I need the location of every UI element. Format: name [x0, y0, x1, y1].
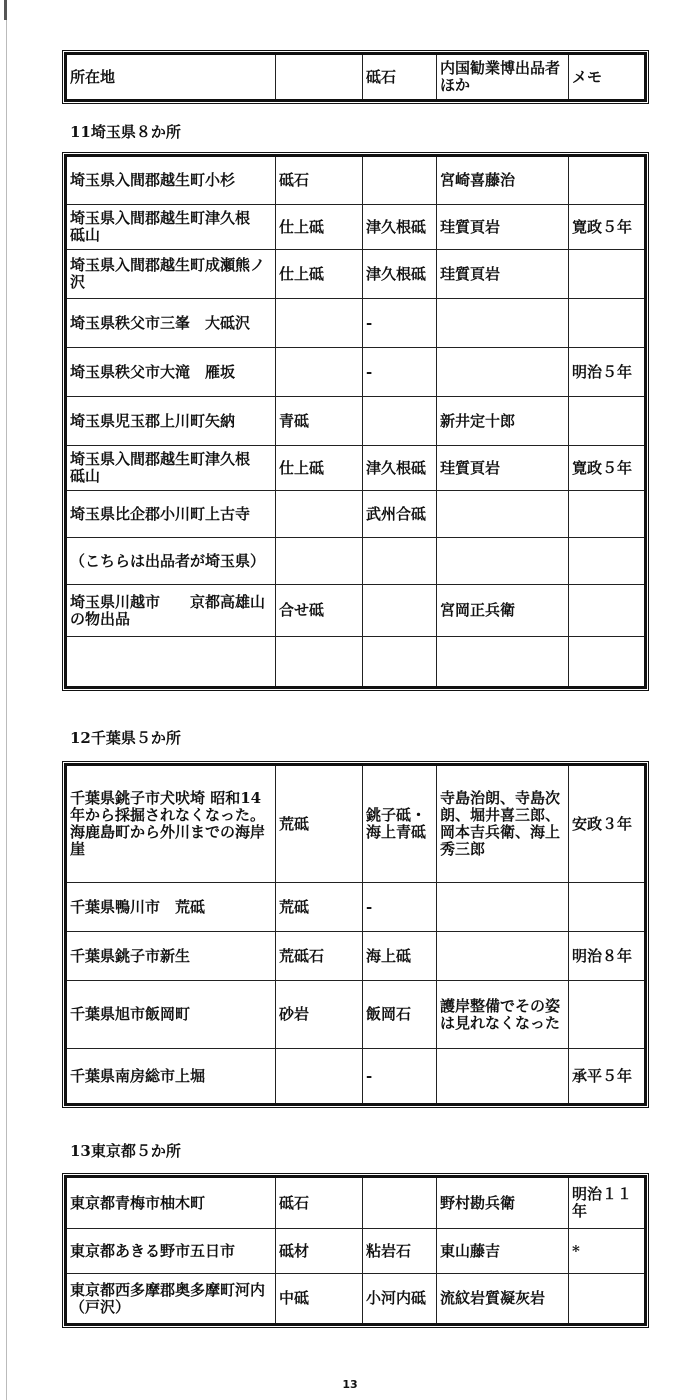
table-cell: [569, 299, 646, 348]
table-cell: [569, 250, 646, 299]
table-cell: 千葉県鴨川市 荒砥: [66, 883, 276, 932]
table-row: [66, 932, 646, 981]
table-cell: [437, 348, 569, 397]
table-cell: [276, 299, 363, 348]
table-cell: 埼玉県比企郡小川町上古寺: [66, 491, 276, 538]
table-cell: 埼玉県入間郡越生町小杉: [66, 156, 276, 205]
table-row: [66, 538, 646, 585]
section-title-saitama: 11埼玉県８か所: [70, 123, 181, 141]
table-cell: 護岸整備でその姿は見れなくなった: [437, 981, 569, 1049]
table-cell: 新井定十郎: [437, 397, 569, 446]
table-cell: [569, 585, 646, 637]
table-row: [66, 637, 646, 688]
table-row: [66, 1274, 646, 1325]
table-cell: 千葉県銚子市犬吠埼 昭和14年から採掘されなくなった。海鹿島町から外川までの海岸崖: [66, 765, 276, 883]
table-cell: [276, 538, 363, 585]
table-cell: 荒砥: [276, 883, 363, 932]
table-cell: [276, 348, 363, 397]
table-cell: 安政３年: [569, 765, 646, 883]
table-cell: 埼玉県入間郡越生町津久根 砥山: [66, 205, 276, 250]
table-row: [66, 585, 646, 637]
table-cell: -: [363, 1049, 437, 1105]
table-cell: 飯岡石: [363, 981, 437, 1049]
table-cell: [437, 883, 569, 932]
header-cell-exhibitor: 内国勧業博出品者ほか: [437, 54, 569, 101]
table-cell: [363, 538, 437, 585]
table-row: [66, 205, 646, 250]
table-row: [66, 1177, 646, 1229]
table-cell: 承平５年: [569, 1049, 646, 1105]
table-row: [66, 981, 646, 1049]
section-title-chiba: 12千葉県５か所: [70, 729, 181, 747]
table-cell: 津久根砥: [363, 446, 437, 491]
table-cell: 宮岡正兵衛: [437, 585, 569, 637]
table-cell: 埼玉県秩父市三峯 大砥沢: [66, 299, 276, 348]
table-cell: [437, 538, 569, 585]
table-cell: 埼玉県秩父市大滝 雁坂: [66, 348, 276, 397]
table-cell: [569, 156, 646, 205]
table-cell: [569, 981, 646, 1049]
table-cell: [437, 491, 569, 538]
table-row: [66, 1049, 646, 1105]
table-row: [66, 348, 646, 397]
table-cell: [569, 1274, 646, 1325]
table-cell: 野村勘兵衛: [437, 1177, 569, 1229]
header-cell-memo: メモ: [569, 54, 646, 101]
table-cell: 珪質頁岩: [437, 250, 569, 299]
table-cell: 青砥: [276, 397, 363, 446]
table-cell: 荒砥: [276, 765, 363, 883]
table-cell: 珪質頁岩: [437, 205, 569, 250]
tokyo-table: [64, 1175, 647, 1326]
table-cell: 粘岩石: [363, 1229, 437, 1274]
table-cell: 砥材: [276, 1229, 363, 1274]
table-cell: [276, 491, 363, 538]
table-cell: 明治５年: [569, 348, 646, 397]
table-cell: 千葉県銚子市新生: [66, 932, 276, 981]
table-cell: 珪質頁岩: [437, 446, 569, 491]
table-cell: 明治１１年: [569, 1177, 646, 1229]
header-cell-location: 所在地: [66, 54, 276, 101]
header-cell-blank: [276, 54, 363, 101]
table-cell: 流紋岩質凝灰岩: [437, 1274, 569, 1325]
table-cell: 千葉県旭市飯岡町: [66, 981, 276, 1049]
table-cell: [437, 637, 569, 688]
table-cell: 寛政５年: [569, 205, 646, 250]
table-cell: 寛政５年: [569, 446, 646, 491]
table-cell: 合せ砥: [276, 585, 363, 637]
table-cell: -: [363, 883, 437, 932]
table-row: [66, 765, 646, 883]
table-cell: 埼玉県入間郡越生町津久根 砥山: [66, 446, 276, 491]
table-cell: 仕上砥: [276, 446, 363, 491]
header-table: [64, 52, 647, 102]
table-cell: [363, 156, 437, 205]
table-row: [66, 250, 646, 299]
table-cell: [437, 299, 569, 348]
table-cell: 東京都青梅市柚木町: [66, 1177, 276, 1229]
table-cell: *: [569, 1229, 646, 1274]
table-cell: 海上砥: [363, 932, 437, 981]
table-cell: 武州合砥: [363, 491, 437, 538]
table-cell: 仕上砥: [276, 250, 363, 299]
table-cell: 仕上砥: [276, 205, 363, 250]
table-cell: 銚子砥・海上青砥: [363, 765, 437, 883]
binding-mark: [4, 0, 7, 20]
header-cell-whetstone: 砥石: [363, 54, 437, 101]
table-cell: 中砥: [276, 1274, 363, 1325]
table-cell: [569, 491, 646, 538]
table-cell: （こちらは出品者が埼玉県）: [66, 538, 276, 585]
table-row: [66, 491, 646, 538]
table-cell: 千葉県南房総市上堀: [66, 1049, 276, 1105]
table-cell: [569, 637, 646, 688]
table-cell: [276, 637, 363, 688]
table-cell: [437, 1049, 569, 1105]
table-cell: 荒砥石: [276, 932, 363, 981]
table-cell: [363, 397, 437, 446]
chiba-table: [64, 763, 647, 1106]
table-cell: 埼玉県児玉郡上川町矢納: [66, 397, 276, 446]
table-cell: [363, 1177, 437, 1229]
table-cell: [437, 932, 569, 981]
table-cell: [363, 585, 437, 637]
header-row: [66, 54, 646, 101]
table-cell: 埼玉県入間郡越生町成瀬熊ノ沢: [66, 250, 276, 299]
table-cell: -: [363, 299, 437, 348]
saitama-table: [64, 154, 647, 689]
table-cell: 砥石: [276, 1177, 363, 1229]
table-cell: [363, 637, 437, 688]
page-number: 13: [342, 1378, 358, 1391]
table-cell: 津久根砥: [363, 250, 437, 299]
table-cell: 寺島治朗、寺島次朗、堀井喜三郎、岡本吉兵衛、海上秀三郎: [437, 765, 569, 883]
table-cell: 宮崎喜藤治: [437, 156, 569, 205]
table-cell: -: [363, 348, 437, 397]
table-cell: 明治８年: [569, 932, 646, 981]
table-row: [66, 1229, 646, 1274]
table-row: [66, 397, 646, 446]
table-cell: 東京都西多摩郡奥多摩町河内（戸沢）: [66, 1274, 276, 1325]
table-cell: 埼玉県川越市 京都高雄山の物出品: [66, 585, 276, 637]
table-cell: [276, 1049, 363, 1105]
table-cell: 小河内砥: [363, 1274, 437, 1325]
section-title-tokyo: 13東京都５か所: [70, 1142, 181, 1160]
table-cell: [569, 397, 646, 446]
table-row: [66, 883, 646, 932]
table-cell: 砂岩: [276, 981, 363, 1049]
table-row: [66, 446, 646, 491]
table-row: [66, 299, 646, 348]
table-cell: [569, 538, 646, 585]
table-cell: 津久根砥: [363, 205, 437, 250]
table-cell: 東京都あきる野市五日市: [66, 1229, 276, 1274]
binding-line: [6, 0, 7, 1400]
table-cell: 砥石: [276, 156, 363, 205]
table-cell: [569, 883, 646, 932]
table-cell: 東山藤吉: [437, 1229, 569, 1274]
table-row: [66, 156, 646, 205]
table-cell: [66, 637, 276, 688]
